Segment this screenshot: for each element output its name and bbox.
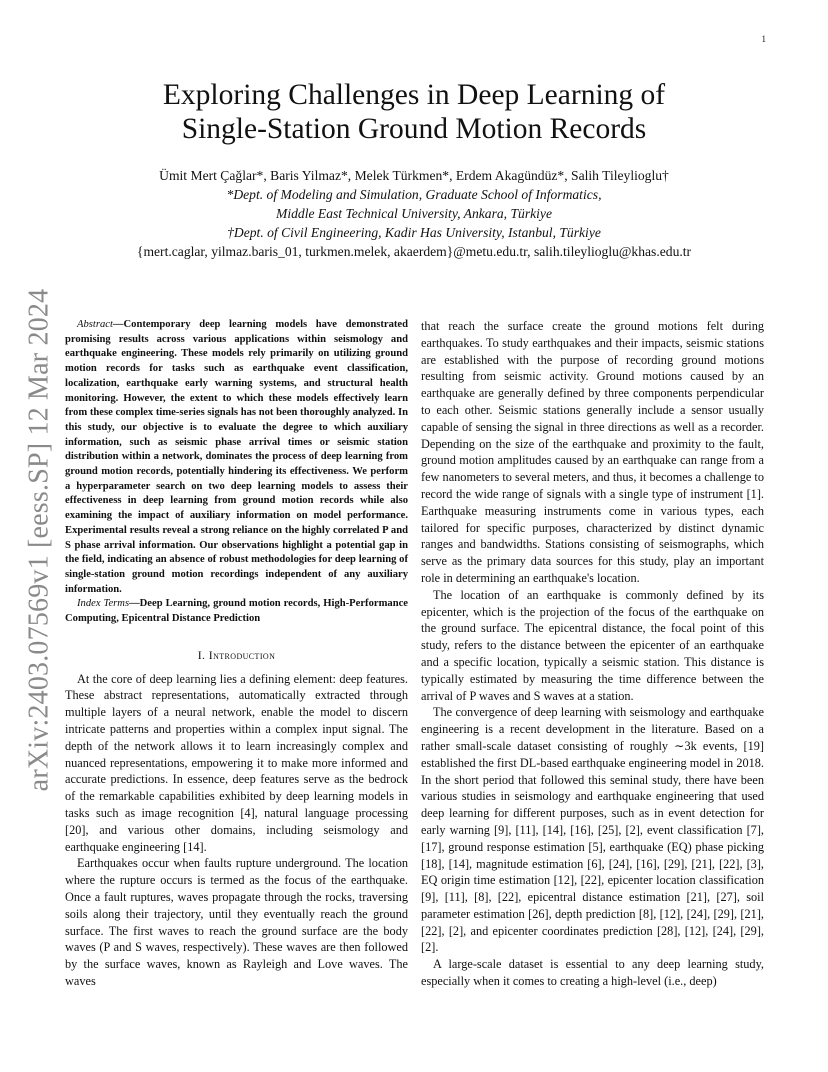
- author-block: [60, 166, 768, 261]
- intro-paragraph-2: Earthquakes occur when faults rupture underground. The location where the rupture occurs is termed as the focus of the earthquake. Once a fault ruptures, waves propagate through the rocks, traversing soils along their trajectory, until they eventually reach the ground surface. The first waves to reach the ground surface are the body waves (P and S waves, respectively). These waves are then followed by the surface waves, known as Rayleigh and Love waves. The waves: [65, 856, 408, 988]
- abstract-text: —Contemporary deep learning models have demonstrated promising results across various applications within seismology and earthquake engineering. These models rely primarily on utilizing ground motion records for tasks such as earthquake event classification, localization, earthquake early warning systems, and structural health monitoring. However, the extent to which these models effectively learn from these complex time-series signals has not been thoroughly analyzed. In this study, our objective is to evaluate the degree to which auxiliary information, such as seismic phase arrival times or seismic station distribution within a network, dominates the process of deep learning from ground motion records, potentially hindering its effectiveness. We perform a hyperparameter search on two deep learning models to assess their effectiveness in deep learning from ground motion records while also examining the impact of auxiliary information on model performance. Experimental results reveal a strong reliance on the highly correlated P and S phase arrival information. Our observations highlight a potential gap in the field, indicating an absence of robust methodologies for deep learning of single-station ground motion recordings independent of any auxiliary information.: [65, 319, 408, 595]
- title-line-1: Exploring Challenges in Deep Learning of: [162, 79, 666, 111]
- right-paragraph-3: The convergence of deep learning with seismology and earthquake engineering is a recent development in the literature. Based on a rather small-scale dataset consisting of roughly ∼3k events, [19] established the first DL-based earthquake engineering model in 2018. In the short period that followed this seminal study, there have been various studies in seismology and earthquake engineering that used deep learning for different purposes, such as in event detection for early warning [9], [11], [14], [16], [25], [2], event classification [7], [17], ground response estimation [5], earthquake (EQ) phase picking [18], [14], magnitude estimation [6], [24], [16], [29], [21], [22], [3], EQ origin time estimation [12], [22], epicenter location classification [9], [11], [8], [22], epicentral distance estimation [21], [27], soil parameter estimation [26], depth prediction [8], [12], [24], [29], [21], [22], [2], and epicenter coordinates prediction [28], [12], [24], [29], [2].: [421, 705, 764, 955]
- title-line-2: Single-Station Ground Motion Records: [181, 113, 647, 145]
- arxiv-identifier: [8, 288, 70, 792]
- abstract: [65, 318, 408, 597]
- index-terms-text: —Deep Learning, ground motion records, High-Performance Computing, Epicentral Distance Prediction: [65, 598, 408, 625]
- right-column: [421, 318, 764, 990]
- intro-paragraph-1: At the core of deep learning lies a defining element: deep features. These abstract representations, automatically extracted through multiple layers of a neural network, enable the model to discern intricate patterns and properties within a complex input signal. The depth of the network allows it to learn increasingly complex and nuanced representations, empowering it to make more informed and accurate predictions. In essence, deep features serve as the bedrock of the remarkable capabilities exhibited by deep learning models in tasks such as image recognition [4], natural language processing [20], and various other domains, including seismology and earthquake engineering [14].: [65, 671, 408, 854]
- index-terms-label: Index Terms: [77, 598, 130, 610]
- right-paragraph-2: The location of an earthquake is commonly defined by its epicenter, which is the projection of the focus of the earthquake on the ground surface. The epicentral distance, the focal point of this study, refers to the distance between the epicenter of an earthquake and a specific location, typically a seismic station. This distance is typically estimated by measuring the time difference between the arrival of P waves and S waves at a station.: [421, 587, 764, 703]
- paper-title: [60, 78, 768, 146]
- left-column: [65, 318, 408, 990]
- section-title: Introduction: [208, 647, 276, 662]
- author-names: Ümit Mert Çağlar*, Baris Yilmaz*, Melek Türkmen*, Erdem Akagündüz*, Salih Tileylioglu†: [159, 168, 669, 183]
- right-paragraph-1: that reach the surface create the ground motions felt during earthquakes. To study earthquakes and their impacts, seismic stations are established with the purpose of recording ground motions resulting from seismic activity. Ground motions caused by an earthquake are generally defined by three components perpendicular to each other. Seismic stations generally include a sensor usually capable of sensing the signal in three directions as well as a recorder. Depending on the size of the earthquake and proximity to the fault, ground motion amplitudes caused by an earthquake can range from a few nanometers to several meters, and thus, it becomes a challenge to record the wide range of signals with a single type of instrument [1]. Earthquake measuring instruments come in various types, each tailored for specific purposes, characterized by distinct dynamic ranges and bandwidths. Stations consisting of seismographs, which serve as the primary data sources for this study, play an important role in determining an earthquake's location.: [421, 319, 764, 585]
- index-terms: [65, 597, 408, 626]
- abstract-label: Abstract: [77, 319, 113, 330]
- right-paragraph-4: A large-scale dataset is essential to any deep learning study, especially when it comes to creating a high-level (i.e., deep): [421, 957, 764, 989]
- section-number: I.: [197, 647, 209, 662]
- author-emails: {mert.caglar, yilmaz.baris_01, turkmen.melek, akaerdem}@metu.edu.tr, salih.tileylioglu@khas.edu.tr: [136, 244, 692, 259]
- affiliation-1-line-1: *Dept. of Modeling and Simulation, Graduate School of Informatics,: [226, 187, 602, 202]
- affiliation-2: †Dept. of Civil Engineering, Kadir Has University, Istanbul, Türkiye: [227, 225, 601, 240]
- section-heading: [65, 647, 408, 664]
- affiliation-1-line-2: Middle East Technical University, Ankara, Türkiye: [276, 206, 552, 221]
- page-number: 1: [761, 34, 766, 44]
- arxiv-id-text: arXiv:2403.07569v1 [eess.SP] 12 Mar 2024: [23, 288, 54, 792]
